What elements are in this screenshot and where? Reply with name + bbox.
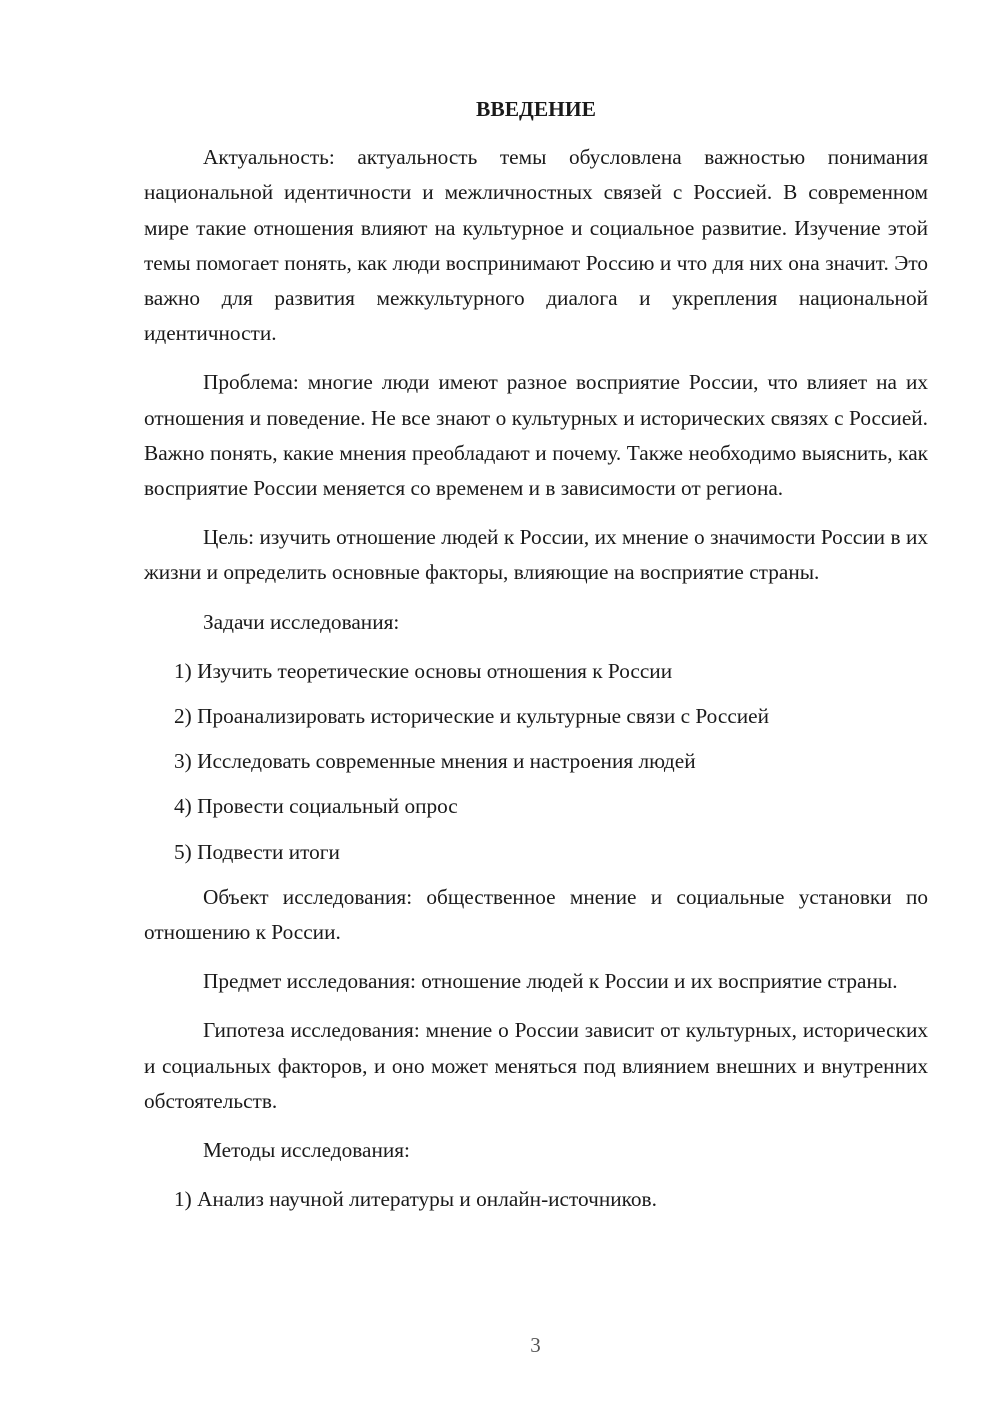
task-item-1: 1) Изучить теоретические основы отношения к России: [174, 658, 673, 683]
task-item-5: 5) Подвести итоги: [174, 839, 340, 864]
section-heading: ВВЕДЕНИЕ: [476, 97, 596, 121]
method-item-1: 1) Анализ научной литературы и онлайн-источников.: [174, 1187, 657, 1212]
subject-paragraph: Предмет исследования: отношение людей к России и их восприятие страны.: [203, 969, 898, 994]
object-paragraph: Объект исследования: общественное мнение и социальные установки по отношению к России.: [144, 884, 928, 945]
tasks-list: [144, 654, 928, 870]
methods-list: [144, 1182, 928, 1217]
tasks-title: Задачи исследования:: [203, 609, 400, 634]
hypothesis-paragraph: Гипотеза исследования: мнение о России зависит от культурных, исторических и социальных факторов, и оно может меняться под влиянием внешних и внутренних обстоятельств.: [144, 1018, 928, 1113]
problem-paragraph: Проблема: многие люди имеют разное восприятие России, что влияет на их отношения и поведение. Не все знают о культурных и исторических связях с Россией. Важно понять, какие мнения преобладают и почему. Также необходимо выяснить, как восприятие России меняется со временем и в зависимости от региона.: [144, 370, 928, 501]
relevance-paragraph: Актуальность: актуальность темы обусловлена важностью понимания национальной идентичности и межличностных связей с Россией. В современном мире такие отношения влияют на культурное и социальное развитие. Изучение этой темы помогает понять, как люди воспринимают Россию и что для них она значит. Это важно для развития межкультурного диалога и укрепления национальной идентичности.: [144, 145, 928, 346]
page-content: [144, 92, 928, 1227]
task-item-4: 4) Провести социальный опрос: [174, 794, 458, 819]
task-item-3: 3) Исследовать современные мнения и настроения людей: [174, 749, 696, 774]
goal-paragraph: Цель: изучить отношение людей к России, их мнение о значимости России в их жизни и определить основные факторы, влияющие на восприятие страны.: [144, 525, 928, 585]
page-number: 3: [530, 1333, 541, 1357]
task-item-2: 2) Проанализировать исторические и культурные связи с Россией: [174, 704, 770, 729]
methods-title: Методы исследования:: [203, 1138, 410, 1163]
